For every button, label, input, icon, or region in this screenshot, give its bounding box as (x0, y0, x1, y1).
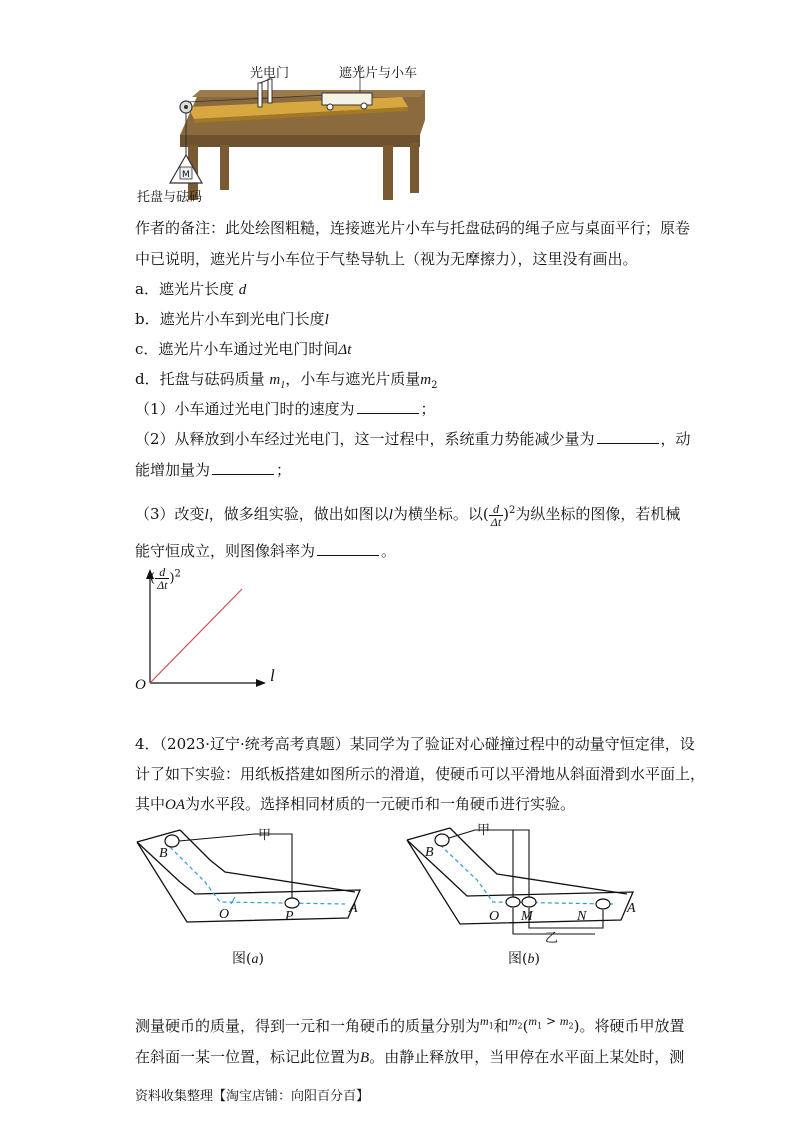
coin-m1-icon (506, 897, 520, 907)
data-line (150, 589, 242, 683)
question-3-line-2: 能守恒成立，则图像斜率为 。 (135, 542, 397, 560)
footer-text: 资料收集整理【淘宝店铺：向阳百分百】 (135, 1089, 370, 1104)
svg-text:P: P (285, 909, 294, 924)
note-line-1: 作者的备注：此处绘图粗糙，连接遮光片小车与托盘砝码的绳子应与桌面平行；原卷 (135, 219, 691, 237)
option-d: d．托盘与砝码质量 $m_1$，小车与遮光片质量$m_2$ (135, 370, 438, 391)
svg-text:M: M (182, 170, 190, 180)
question-3: （3）改变l，做多组实验，做出如图以l为横坐标。以( $\frac{d}{\Delta t}$ )$^2$为纵坐标的图像，若机械 (135, 501, 681, 529)
coin-m2-icon (522, 897, 536, 907)
table-leg (383, 145, 393, 200)
answer-blank-1 (357, 399, 419, 414)
label-cart: 遮光片与小车 (339, 66, 418, 81)
photogate-icon (258, 83, 262, 107)
option-a: a．遮光片长度 d (135, 280, 247, 298)
problem4-line-3: 其中OA为水平段。选择相同材质的一元硬币和一角硬币进行实验。 (135, 795, 576, 813)
caption-b: 图(b) (508, 951, 540, 967)
x-axis-label: l (270, 666, 275, 685)
figure-b (405, 818, 645, 943)
svg-text:B: B (159, 846, 168, 861)
svg-text:N: N (577, 909, 587, 924)
svg-text:A: A (349, 901, 358, 916)
coin-p-icon (285, 898, 299, 908)
svg-text:M: M (521, 909, 533, 924)
y-axis-label: ( $\frac{d}{\Delta t}$ )$^2$ (150, 565, 181, 592)
label-photogate: 光电门 (250, 66, 290, 81)
svg-text:甲: 甲 (477, 823, 491, 838)
origin-label: O (135, 677, 146, 693)
question-2: （2）从释放到小车经过光电门，这一过程中，系统重力势能减少量为 ，动 (135, 430, 691, 448)
coin-jia-icon (435, 834, 449, 846)
option-b: b．遮光片小车到光电门长度l (135, 310, 329, 328)
svg-text:乙: 乙 (545, 931, 559, 943)
table-leg (220, 145, 229, 190)
option-c: c．遮光片小车通过光电门时间Δt (135, 340, 352, 358)
question-2-line-2: 能增加量为 ； (135, 461, 292, 479)
svg-text:A: A (627, 901, 636, 916)
caption-a: 图(a) (232, 951, 264, 967)
note-line-2: 中已说明，遮光片与小车位于气垫导轨上（视为无摩擦力），这里没有画出。 (135, 250, 638, 268)
problem4-line-1: 4．（2023·辽宁·统考高考真题）某同学为了验证对心碰撞过程中的动量守恒定律，设 (135, 735, 695, 753)
bottom-line-1: 测量硬币的质量，得到一元和一角硬币的质量分别为$^{m_1}$和$^{m_2}$($^{m_1 > m_2}$)。将硬币甲放置 (135, 1014, 685, 1035)
x-axis-arrow-icon (256, 679, 266, 687)
svg-text:甲: 甲 (258, 828, 272, 843)
svg-text:B: B (425, 845, 434, 860)
answer-blank-4 (317, 541, 379, 556)
answer-blank-3 (212, 460, 274, 475)
answer-blank-2 (597, 429, 659, 444)
question-1: （1）小车通过光电门时的速度为 ； (135, 400, 436, 418)
svg-text:O: O (489, 909, 500, 924)
coin-n-icon (596, 899, 610, 909)
label-weight: 托盘与砝码 (137, 190, 203, 205)
bottom-line-2: 在斜面一某一位置，标记此位置为B。由静止释放甲，当甲停在水平面上某处时，测 (135, 1048, 685, 1066)
problem4-line-2: 计了如下实验：用纸板搭建如图所示的滑道，使硬币可以平滑地从斜面滑到水平面上， (135, 765, 706, 783)
track-dashline (165, 842, 345, 904)
table-leg (410, 143, 419, 193)
svg-text:O: O (219, 907, 230, 922)
fraction-d-over-dt: $\frac{d}{\Delta t}$ (490, 501, 502, 529)
figure-a (135, 822, 365, 932)
